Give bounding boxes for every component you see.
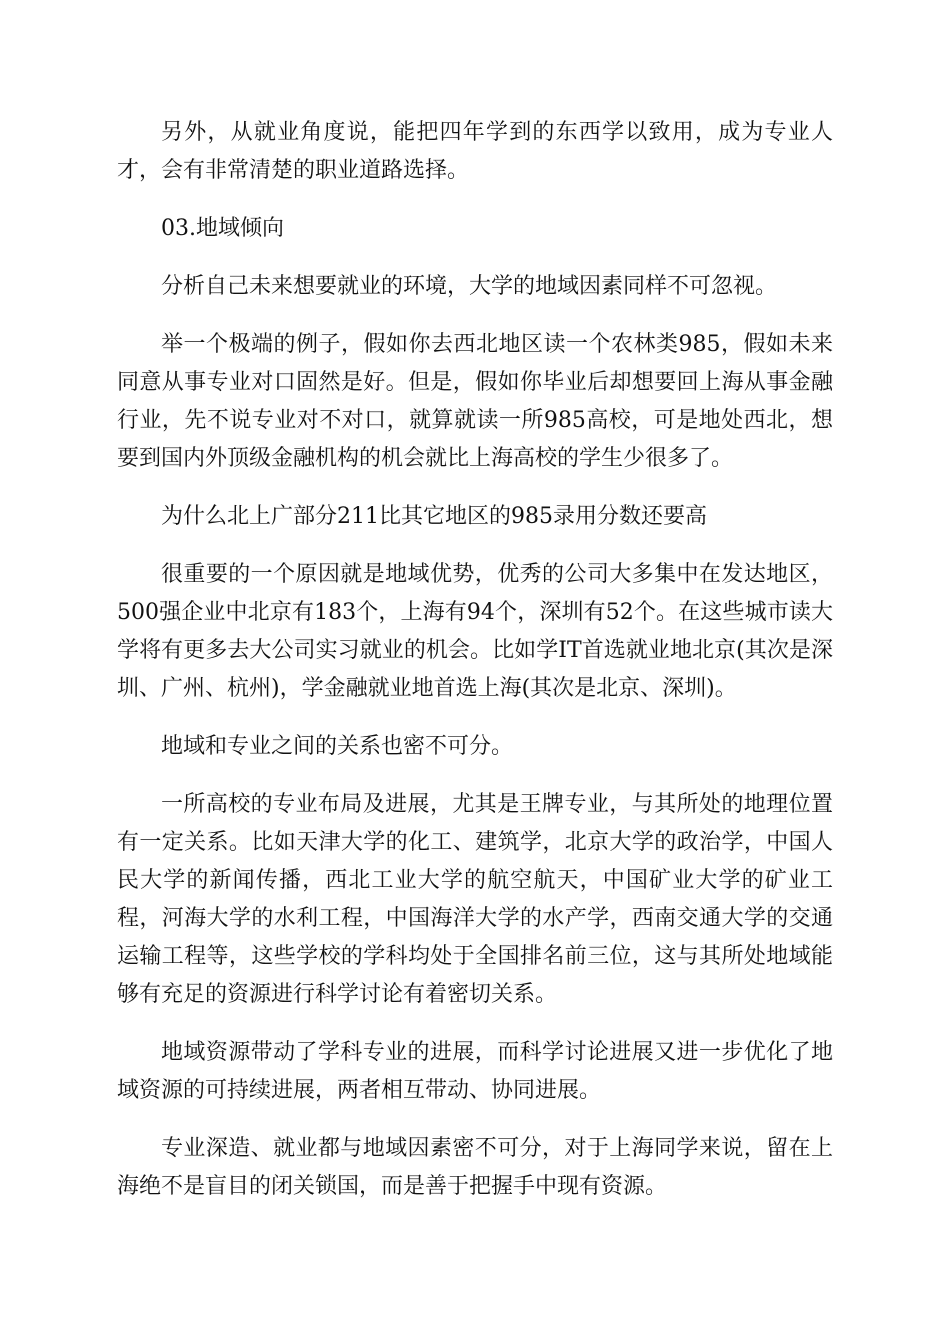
paragraph-employment: 另外，从就业角度说，能把四年学到的东西学以致用，成为专业人才，会有非常清楚的职业道路选择。 bbox=[117, 120, 833, 183]
paragraph-extreme-example: 举一个极端的例子，假如你去西北地区读一个农林类985，假如未来同意从事专业对口固然是好。但是，假如你毕业后却想要回上海从事金融行业，先不说专业对不对口，就算就读一所985高校，可是地处西北，想要到国内外顶级金融机构的机会就比上海高校的学生少很多了。 bbox=[117, 332, 833, 471]
document-body bbox=[117, 114, 833, 1226]
paragraph-university-examples: 一所高校的专业布局及进展，尤其是王牌专业，与其所处的地理位置有一定关系。比如天津大学的化工、建筑学，北京大学的政治学，中国人民大学的新闻传播，西北工业大学的航空航天，中国矿业大学的矿业工程，河海大学的水利工程，中国海洋大学的水产学，西南交通大学的交通运输工程等，这些学校的学科均处于全国排名前三位，这与其所处地域能够有充足的资源进行科学讨论有着密切关系。 bbox=[117, 792, 833, 1007]
paragraph-conclusion: 专业深造、就业都与地域因素密不可分，对于上海同学来说，留在上海绝不是盲目的闭关锁国，而是善于把握手中现有资源。 bbox=[117, 1136, 833, 1199]
paragraph-question: 为什么北上广部分211比其它地区的985录用分数还要高 bbox=[161, 504, 707, 529]
paragraph-regional-factor: 分析自己未来想要就业的环境，大学的地域因素同样不可忽视。 bbox=[161, 274, 778, 299]
paragraph-regional-advantage: 很重要的一个原因就是地域优势，优秀的公司大多集中在发达地区，500强企业中北京有183个，上海有94个，深圳有52个。在这些城市读大学将有更多去大公司实习就业的机会。比如学IT首选就业地北京(其次是深圳、广州、杭州)，学金融就业地首选上海(其次是北京、深圳)。 bbox=[117, 562, 833, 701]
section-heading-regional-preference: 03.地域倾向 bbox=[161, 216, 284, 241]
paragraph-resource-development: 地域资源带动了学科专业的进展，而科学讨论进展又进一步优化了地域资源的可持续进展，两者相互带动、协同进展。 bbox=[117, 1040, 833, 1103]
paragraph-region-major-relation: 地域和专业之间的关系也密不可分。 bbox=[161, 734, 514, 759]
